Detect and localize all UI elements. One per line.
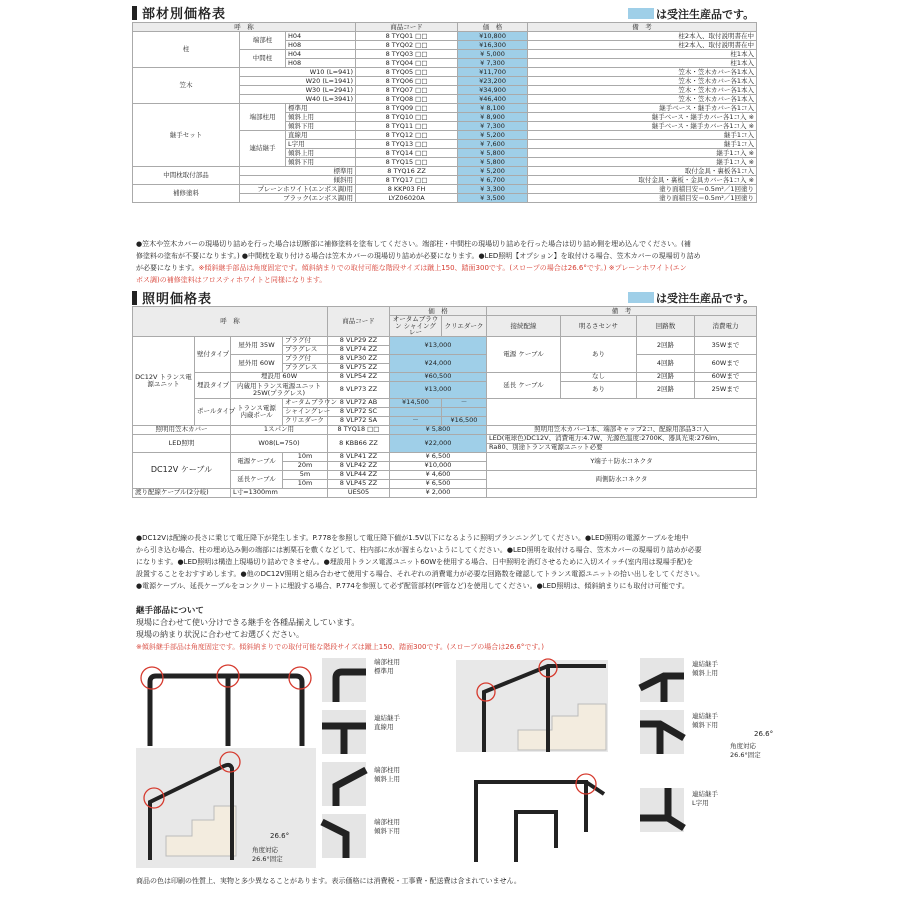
table-row: 屋外用 60W プラグ付 8 VLP30 ZZ ¥24,000 4回路 60Wまで bbox=[133, 354, 757, 363]
stair-railing-illustration bbox=[136, 748, 316, 868]
angle-label-left: 26.6° bbox=[270, 832, 290, 840]
table-row: 照明用笠木カバー 1スパン用 8 TYQ18 □□ ¥ 5,800 照明用笠木カバー1本、端部キャップ2コ、配線用部品3コ入 bbox=[133, 425, 757, 434]
table-row: 延長ケーブル 5m 8 VLP44 ZZ ¥ 4,600 両側防水コネクタ bbox=[133, 470, 757, 479]
table-row: W20 (L=1941) 8 TYQ06 □□ ¥23,200 笠木・笠木カバー各1本入 bbox=[133, 77, 757, 86]
joint-link-l-thumb bbox=[640, 788, 684, 832]
table-row: プラグレス 8 VLP75 ZZ bbox=[133, 363, 757, 372]
joint-link-down-thumb bbox=[640, 710, 684, 754]
joint-end-standard-thumb bbox=[322, 658, 366, 702]
joint-end-up-thumb bbox=[322, 762, 366, 806]
label-link-down: 連結継手 傾斜下用 bbox=[692, 712, 718, 729]
table-row: W40 (L=3941) 8 TYQ08 □□ ¥46,400 笠木・笠木カバー各1本入 bbox=[133, 95, 757, 104]
label-end-standard: 端部柱用 標準用 bbox=[374, 658, 400, 675]
joint-end-down-thumb bbox=[322, 814, 366, 858]
table-row: Ra80、別途トランス電源ユニット必要 bbox=[133, 443, 757, 452]
made-to-order-legend: は受注生産品です。 bbox=[628, 6, 752, 21]
table-row: 傾斜用 8 TYQ17 □□ ¥ 6,700 取付金具・裏板・金具カバー各1コ入 ※ bbox=[133, 176, 757, 185]
table-row: W30 (L=2941) 8 TYQ07 □□ ¥34,900 笠木・笠木カバー各1本入 bbox=[133, 86, 757, 95]
parts-notes: ●笠木や笠木カバーの現場切り詰めを行った場合は切断部に補修塗料を塗布してください。端部柱・中間柱の現場切り詰めを行った場合は切り詰め側を埋め込んでください。(補 修塗料の塗布が不要になります。) ●中間枕を取り付ける場合は笠木カバーの現場切り詰めが必要になります。●LED照明【オプション】を取付ける場合、笠木カバーの現場切り詰め が必要になります。※傾斜継手部品は角度固定です。傾斜納まりでの取付可能な階段サイズは蹴上150、踏面300です。(スロープの場合は26.6°です。) ※プレーンホワイト(エン ボス調)の補修塗料はフロスティホワイトと同様になります。 bbox=[136, 240, 701, 284]
table-row: LED照明 W08(L=750) 8 KBB66 ZZ ¥22,000 LED(電球色)DC12V、消費電力:4.7W、光源色温度:2700K、器具光束:276lm、 bbox=[133, 434, 757, 443]
railing-standard-illustration bbox=[136, 660, 316, 750]
table-row: 柱 端部柱 H04 8 TYQ01 □□ ¥10,800 柱2本入、取付説明書在中 bbox=[133, 32, 757, 41]
slope-railing-illustration bbox=[456, 660, 608, 752]
label-link-straight: 連結継手 直線用 bbox=[374, 714, 400, 731]
lighting-notes: ●DC12Vは配線の長さに乗じて電圧降下が発生します。P.778を参照して電圧降下値が1.5V以下になるように照明プランニングしてください。●LED照明の電源ケーブルを地中 から引き込む場合、柱の埋め込み側の端部には割栗石を敷くなどして、柱内部に水が溜まらないようにしてください。●LED照明を取付ける場合、笠木カバーの現場切り詰めが必要 になります。●LED照明は構造上現場切り詰めできません。●埋設用トランス電源ユニット60Wを使用する場合、日中照明を消灯させるために入切スイッチ(室内用は現場手配)を 設置することをおすすめします。●他のDC12V照明と組み合わせて使用する場合、それぞれの消費電力が必要な回路数を確認してトランス電源ユニットの拾い出しをしてください。 ●電源ケーブル、延長ケーブルをコンクリートに埋設する場合、P.774を参照して必ず配管部材(PF管など)を使用してください。●LED照明は、傾斜納まりにも取付け可能です。 bbox=[136, 534, 704, 590]
section-title-parts: 部材別価格表 bbox=[132, 3, 226, 22]
table-row: プラグレス 8 VLP74 ZZ bbox=[133, 345, 757, 354]
table-row: 中間枕取付部品 標準用 8 TYQ16 ZZ ¥ 5,200 取付金具・裏板各1コ入 bbox=[133, 167, 757, 176]
table-row: ポールタイプ トランス電源 内蔵ポール オータムブラウン 8 VLP72 AB ¥14,500 － bbox=[133, 398, 757, 407]
section-title-lighting: 照明価格表 bbox=[132, 288, 212, 307]
table-row: 埋設タイプ 埋設用 60W 8 VLP54 ZZ ¥60,500 延長 ケーブル なし 2回路 60Wまで bbox=[133, 372, 757, 381]
table-row: 継手セット 端部柱用 標準用 8 TYQ09 □□ ¥ 8,100 継手ベース・継手カバー各1コ入 bbox=[133, 104, 757, 113]
table-row: 内蔵用トランス電源ユニット 25W(プラグレス) 8 VLP73 ZZ ¥13,000 あり 2回路 25Wまで bbox=[133, 381, 757, 398]
joint-straight-thumb bbox=[322, 710, 366, 754]
table-row: L字用 8 TYQ13 □□ ¥ 7,600 継手1コ入 bbox=[133, 140, 757, 149]
table-row: H08 8 TYQ02 □□ ¥16,300 柱2本入、取付説明書在中 bbox=[133, 41, 757, 50]
angle-fixed-left: 角度対応 26.6°固定 bbox=[252, 846, 283, 863]
joint-link-up-thumb bbox=[640, 658, 684, 702]
table-row: 傾斜下用 8 TYQ11 □□ ¥ 7,300 継手ベース・継手カバー各1コ入 ※ bbox=[133, 122, 757, 131]
table-row: 傾斜上用 8 TYQ14 □□ ¥ 5,800 継手1コ入 ※ bbox=[133, 149, 757, 158]
table-row: 補修塗料 プレーンホワイト(エンボス調)用 8 KKP03 FH ¥ 3,300 塗り面積目安＝0.5m²／1回塗り bbox=[133, 185, 757, 194]
label-link-up: 連結継手 傾斜上用 bbox=[692, 660, 718, 677]
joint-parts-warning: ※傾斜継手部品は角度固定です。傾斜納まりでの取付可能な階段サイズは蹴上150、踏面300です。(スロープの場合は26.6°です。) bbox=[136, 643, 545, 651]
made-to-order-legend-2: は受注生産品です。 bbox=[628, 290, 752, 305]
footer-disclaimer: 商品の色は印刷の性質上、実物と多少異なることがあります。表示価格には消費税・工事費・配送費は含まれていません。 bbox=[136, 877, 521, 885]
lighting-price-table: 呼 称 商品コード 価 格 備 考 オータムブラウン シャイングレー クリエダーク 接続配線 明るさセンサ 回路数 消費電力 DC12V トランス電源ユニット 壁付タイプ 屋外用 35W プラグ付 8 VLP29 ZZ ¥13,000 電源 ケーブル あり 2回路 35Wまで プラグレス 8 VLP74 ZZ 屋外用 60W プラグ付 8 VLP30 ZZ ¥24,000 4回路 60Wまで プラグレス 8 VLP75 ZZ 埋設タイプ 埋設用 60W 8 VLP54 ZZ ¥60,500 延長 ケーブル なし 2回路 60Wまで 内蔵用トランス電源ユニット 25W(プラグレス) 8 VLP73 ZZ ¥13,000 あり 2回路 25Wまで ポールタイプ トランス電源 内蔵ポール オータムブラウン 8 VLP72 AB ¥14,500 － シャイングレー 8 VLP72 SC クリエダーク 8 VLP72 SA － ¥16,500 照明用笠木カバー 1スパン用 8 TYQ18 □□ ¥ 5,800 照明用笠木カバー1本、端部キャップ2コ、配線用部品3コ入 LED照明 W08(L=750) 8 KBB66 ZZ ¥22,000 LED(電球色)DC12V、消費電力:4.7W、光源色温度:2700K、器具光束:276lm、 Ra80、別途トランス電源ユニット必要 DC12V ケーブル 電源ケーブル 10m 8 VLP41 ZZ ¥ 6,500 Y端子＋防水コネクタ 20m 8 VLP42 ZZ ¥10,000 延長ケーブル 5m 8 VLP44 ZZ ¥ 4,600 両側防水コネクタ 10m 8 VLP45 ZZ ¥ 6,500 渡り配線ケーブル(2分岐) L寸=1300mm UES05 ¥ 2,000 bbox=[132, 306, 757, 498]
angle-fixed-right: 角度対応 26.6°固定 bbox=[730, 742, 761, 759]
table-row: シャイングレー 8 VLP72 SC bbox=[133, 407, 757, 416]
table-row: 傾斜下用 8 TYQ15 □□ ¥ 5,800 継手1コ入 ※ bbox=[133, 158, 757, 167]
label-end-up: 端部柱用 傾斜上用 bbox=[374, 766, 400, 783]
table-row: 傾斜上用 8 TYQ10 □□ ¥ 8,900 継手ベース・継手カバー各1コ入 ※ bbox=[133, 113, 757, 122]
table-row: DC12V トランス電源ユニット 壁付タイプ 屋外用 35W プラグ付 8 VLP29 ZZ ¥13,000 電源 ケーブル あり 2回路 35Wまで bbox=[133, 336, 757, 345]
table-row: H08 8 TYQ04 □□ ¥ 7,300 柱1本入 bbox=[133, 59, 757, 68]
table-row: 渡り配線ケーブル(2分岐) L寸=1300mm UES05 ¥ 2,000 bbox=[133, 488, 757, 497]
table-row: 10m 8 VLP45 ZZ ¥ 6,500 bbox=[133, 479, 757, 488]
angle-label-right: 26.6° bbox=[754, 730, 774, 738]
table-row: 中間柱 H04 8 TYQ03 □□ ¥ 5,000 柱1本入 bbox=[133, 50, 757, 59]
joint-parts-intro: 現場に合わせて使い分けできる継手を各種品揃えしています。 現場の納まり状況に合わせてお選びください。 bbox=[136, 618, 360, 639]
table-row: DC12V ケーブル 電源ケーブル 10m 8 VLP41 ZZ ¥ 6,500 Y端子＋防水コネクタ bbox=[133, 452, 757, 461]
table-row: 笠木 W10 (L=941) 8 TYQ05 □□ ¥11,700 笠木・笠木カバー各1本入 bbox=[133, 68, 757, 77]
table-row: 連結継手 直線用 8 TYQ12 □□ ¥ 5,200 継手1コ入 bbox=[133, 131, 757, 140]
table-row: クリエダーク 8 VLP72 SA － ¥16,500 bbox=[133, 416, 757, 425]
label-link-l: 連結継手 L字用 bbox=[692, 790, 718, 807]
joint-parts-title: 継手部品について bbox=[136, 606, 204, 616]
l-shape-railing-illustration bbox=[456, 762, 608, 866]
table-row: ブラック(エンボス調)用 LYZ06020A ¥ 3,500 塗り面積目安＝0.5m²／1回塗り bbox=[133, 194, 757, 203]
label-end-down: 端部柱用 傾斜下用 bbox=[374, 818, 400, 835]
table-row: 20m 8 VLP42 ZZ ¥10,000 bbox=[133, 461, 757, 470]
parts-price-table: 呼 称 商品コード 価 格 備 考 柱 端部柱 H04 8 TYQ01 □□ ¥10,800 柱2本入、取付説明書在中 H08 8 TYQ02 □□ ¥16,300 柱2本入、取付説明書在中 中間柱 H04 8 TYQ03 □□ ¥ 5,000 柱1本入 H08 8 TYQ04 □□ ¥ 7,300 柱1本入 笠木 W10 (L=941) 8 TYQ05 □□ ¥11,700 笠木・笠木カバー各1本入 W20 (L=1941) 8 TYQ06 □□ ¥23,200 笠木・笠木カバー各1本入 W30 (L=2941) 8 TYQ07 □□ ¥34,900 笠木・笠木カバー各1本入 W40 (L=3941) 8 TYQ08 □□ ¥46,400 笠木・笠木カバー各1本入 継手セット 端部柱用 標準用 8 TYQ09 □□ ¥ 8,100 継手ベース・継手カバー各1コ入 傾斜上用 8 TYQ10 □□ ¥ 8,900 継手ベース・継手カバー各1コ入 ※ 傾斜下用 8 TYQ11 □□ ¥ 7,300 継手ベース・継手カバー各1コ入 ※ 連結継手 直線用 8 TYQ12 □□ ¥ 5,200 継手1コ入 L字用 8 TYQ13 □□ ¥ 7,600 継手1コ入 傾斜上用 8 TYQ14 □□ ¥ 5,800 継手1コ入 ※ 傾斜下用 8 TYQ15 □□ ¥ 5,800 継手1コ入 ※ 中間枕取付部品 標準用 8 TYQ16 ZZ ¥ 5,200 取付金具・裏板各1コ入 傾斜用 8 TYQ17 □□ ¥ 6,700 取付金具・裏板・金具カバー各1コ入 ※ 補修塗料 プレーンホワイト(エンボス調)用 8 KKP03 FH ¥ 3,300 塗り面積目安＝0.5m²／1回塗り ブラック(エンボス調)用 LYZ06020A ¥ 3,500 塗り面積目安＝0.5m²／1回塗り bbox=[132, 22, 757, 203]
